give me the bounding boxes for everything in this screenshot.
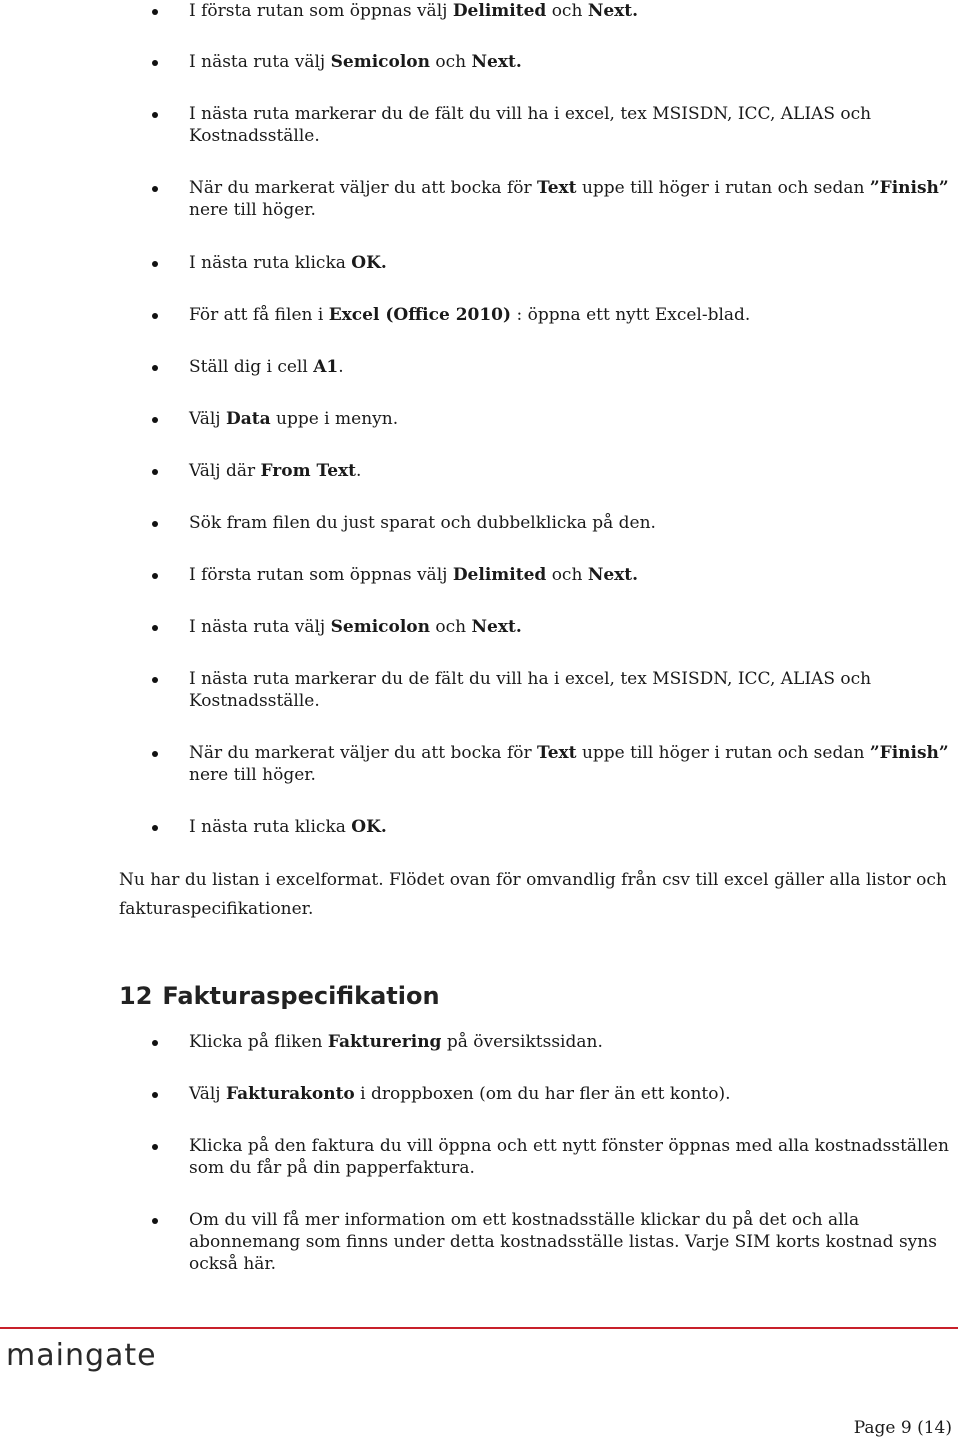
list-item-text (189, 460, 949, 482)
bullet-icon (152, 1040, 158, 1046)
text-run: I första rutan som öppnas välj (189, 1, 453, 21)
bullet-icon (152, 186, 158, 192)
bullet-icon (152, 1092, 158, 1098)
bullet-icon (152, 1218, 158, 1224)
list-item-text (189, 252, 949, 274)
text-run: nere till höger. (189, 765, 316, 785)
bold-term: Fakturering (327, 1032, 442, 1052)
bullet-icon (152, 521, 158, 527)
bold-term: A1 (313, 357, 339, 377)
text-run: : öppna ett nytt Excel-blad. (511, 305, 751, 325)
bold-term: ”Finish” (869, 743, 949, 763)
section-title: Fakturaspecifikation (162, 982, 440, 1010)
text-run: . (356, 461, 362, 481)
bold-term: Semicolon (330, 617, 430, 637)
text-run: i droppboxen (om du har fler än ett konto). (354, 1084, 731, 1104)
list-item-text (189, 742, 949, 786)
text-run: I nästa ruta klicka (189, 253, 352, 273)
bullet-icon (152, 417, 158, 423)
text-run: och (546, 565, 588, 585)
summary-paragraph: Nu har du listan i excelformat. Flödet ovan för omvandlig från csv till excel gäller alla listor och fakturaspecifikationer. (119, 870, 947, 919)
bullet-icon (152, 9, 158, 15)
text-run: I nästa ruta markerar du de fält du vill ha i excel, tex MSISDN, ICC, ALIAS och Kostnadsställe. (189, 104, 872, 146)
bold-term: OK. (351, 817, 387, 837)
bold-term: Text (537, 743, 577, 763)
list-item-text (189, 564, 949, 586)
bold-term: Next. (587, 565, 639, 585)
bullet-icon (152, 751, 158, 757)
text-run: uppe till höger i rutan och sedan (576, 178, 870, 198)
text-run: Klicka på fliken (189, 1032, 328, 1052)
text-run: på översiktssidan. (441, 1032, 603, 1052)
list-item-text (189, 512, 949, 534)
text-run: Klicka på den faktura du vill öppna och ett nytt fönster öppnas med alla kostnadsställen som du får på din papperfaktura. (189, 1136, 949, 1178)
bold-term: Data (225, 409, 271, 429)
text-run: När du markerat väljer du att bocka för (189, 178, 538, 198)
list-item-text (189, 1083, 949, 1105)
text-run: I första rutan som öppnas välj (189, 565, 453, 585)
bullet-icon (152, 261, 158, 267)
bullet-icon (152, 112, 158, 118)
text-run: Om du vill få mer information om ett kostnadsställe klickar du på det och alla abonnemang som finns under detta kostnadsställe listas. Varje SIM korts kostnad syns också här. (189, 1210, 937, 1274)
list-item-text (189, 177, 949, 221)
bullet-icon (152, 625, 158, 631)
text-run: nere till höger. (189, 200, 316, 220)
bullet-icon (152, 573, 158, 579)
bullet-icon (152, 825, 158, 831)
bold-term: Text (537, 178, 577, 198)
bold-term: Excel (Office 2010) (328, 305, 512, 325)
bullet-icon (152, 60, 158, 66)
bold-term: Fakturakonto (225, 1084, 355, 1104)
bullet-icon (152, 313, 158, 319)
maingate-logo: maingate (6, 1338, 157, 1373)
text-run: I nästa ruta markerar du de fält du vill ha i excel, tex MSISDN, ICC, ALIAS och Kostnadsställe. (189, 669, 872, 711)
bold-term: Next. (471, 617, 522, 637)
section-heading (119, 982, 440, 1010)
text-run: och (430, 52, 472, 72)
text-run: Välj (189, 1084, 226, 1104)
bullet-icon (152, 1144, 158, 1150)
bold-term: ”Finish” (869, 178, 949, 198)
bold-term: OK. (351, 253, 387, 273)
text-run: I nästa ruta välj (189, 617, 331, 637)
list-item-text (189, 356, 949, 378)
bold-term: Semicolon (330, 52, 430, 72)
list-item-text (189, 616, 949, 638)
text-run: Välj där (189, 461, 261, 481)
text-run: . (338, 357, 344, 377)
text-run: Sök fram filen du just sparat och dubbelklicka på den. (189, 513, 656, 533)
bullet-icon (152, 469, 158, 475)
list-item-text (189, 51, 949, 73)
text-run: Välj (189, 409, 226, 429)
list-item-text (189, 408, 949, 430)
list-item-text (189, 1135, 949, 1179)
bold-term: Next. (471, 52, 522, 72)
bullet-icon (152, 365, 158, 371)
text-run: När du markerat väljer du att bocka för (189, 743, 538, 763)
text-run: och (546, 1, 588, 21)
section-number: 12 (119, 982, 153, 1010)
bold-term: Delimited (452, 1, 547, 21)
text-run: För att få filen i (189, 305, 329, 325)
text-run: och (430, 617, 472, 637)
text-run: Ställ dig i cell (189, 357, 314, 377)
text-run: I nästa ruta välj (189, 52, 331, 72)
text-run: I nästa ruta klicka (189, 817, 352, 837)
list-item-text (189, 816, 949, 838)
page-number: Page 9 (14) (853, 1418, 952, 1438)
list-item-text (189, 304, 949, 326)
bold-term: Delimited (452, 565, 547, 585)
bold-term: Next. (587, 1, 639, 21)
bold-term: From Text (260, 461, 356, 481)
list-item-text (189, 103, 949, 147)
list-item-text (189, 1209, 949, 1275)
footer-divider (0, 1327, 958, 1329)
list-item-text (189, 0, 949, 22)
text-run: uppe i menyn. (270, 409, 399, 429)
text-run: uppe till höger i rutan och sedan (576, 743, 870, 763)
list-item-text (189, 668, 949, 712)
bullet-icon (152, 677, 158, 683)
list-item-text (189, 1031, 949, 1053)
